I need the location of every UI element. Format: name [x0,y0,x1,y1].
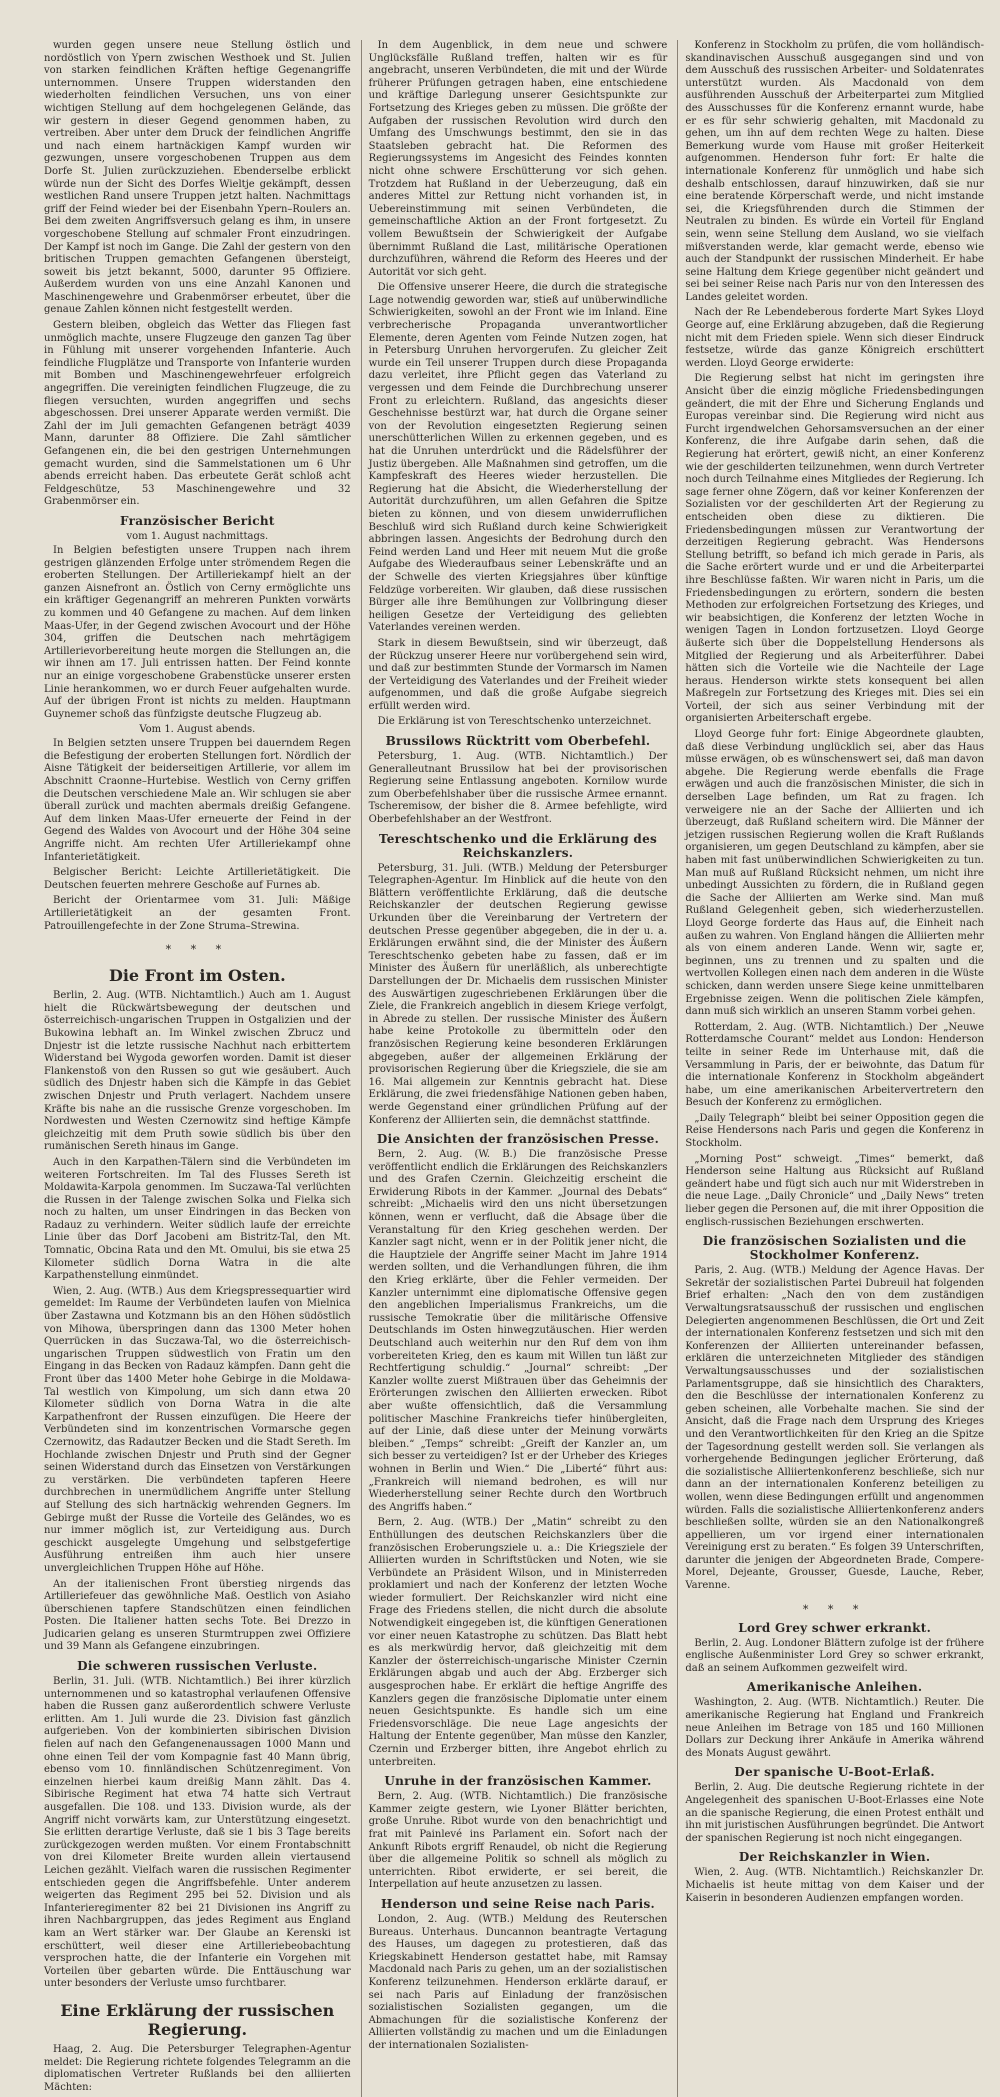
headline-french-socialists: Die französischen Sozialisten und die Stockholmer Konferenz. [702,1234,967,1263]
article-paragraph: Rotterdam, 2. Aug. (WTB. Nichtamtlich.) Der „Neuwe Rotterdamsche Courant“ meldet aus London: Henderson teilte in seiner Rede im Unterhause mit, daß die Versammlung in Paris, der er beiwohnte, das Datum für die internationale Konferenz in Stockholm abgeändert habe, um eine amerikanischen Arbeitervertretern den Besuch der Konferenz zu ermöglichen. [685,1021,984,1109]
article-paragraph: An der italienischen Front überstieg nirgends das Artilleriefeuer das gewöhnliche Maß. Oestlich von Asiaho überschienen tapfere Standschützen einen feindlichen Posten. Die Italiener hatten sechs Tote. Bei Drezzo in Judicarien gelang es unseren Sturmtruppen zwei Offiziere und 39 Mann als Gefangene einzubringen. [44,1578,351,1653]
headline-eastern-front: Die Front im Osten. [108,966,286,986]
article-paragraph: Petersburg, 31. Juli. (WTB.) Meldung der Petersburger Telegraphen-Agentur. Im Hinblick auf die heute von den Blättern veröffentlichte Erklärung, daß die deutsche Reichskanzler der deutschen Regierung gewisse Urkunden über die Vereinbarung der Vertretern der deutschen Presse gegenüber abgegeben, die in der u. a. Erklärungen erwähnt sind, die der Minister des Äußern Tereschtschenko gebeten habe zu fassen, daß er im Minister des Äußern für unerläßlich, als unberechtigte Darstellungen der Dr. Michaelis dem russischen Minister des Auswärtigen zugeschriebenen Erklärungen über die Ziele, die Frankreich angeblich in diesem Kriege verfolgt, in Abrede zu stellen. Der russische Minister des Äußern habe keine Protokolle zu übermitteln oder den französischen Regierung keine besonderen Erklärungen abgegeben, außer der allgemeinen Erklärung der provisorischen Regierung über die Kriegsziele, die sie am 16. Mai allgemein zur Kenntnis gebracht hat. Diese Erklärung, die zwei friedensfähige Nationen geben haben, werde Gegenstand einer gründlichen Prüfung auf der Konferenz der Alliierten sein, die demnächst stattfinde. [368,862,668,1126]
article-paragraph: Wien, 2. Aug. (WTB. Nichtamtlich.) Reichskanzler Dr. Michaelis ist heute mittag von dem Kaiser und der Kaiserin in besonderen Audienzen empfangen worden. [685,1867,984,1904]
article-paragraph: Die Offensive unserer Heere, die durch die strategische Lage notwendig geworden war, stieß auf unüberwindliche Schwierigkeiten, sowohl an der Front wie im Inland. Eine verbrecherische Propaganda unverantwortlicher Elemente, deren Agenten vom Feinde Nutzen zogen, hat in Petersburg Unruhen hervorgerufen. Zu gleicher Zeit wurde ein Teil unserer Truppen durch diese Propaganda dazu verleitet, ihre Pflicht gegen das Vaterland zu vergessen und dem Feinde die Durchbrechung unserer Front zu erleichtern. Rußland, das angesichts dieser Geschehnisse bestürzt war, hat durch die Organe seiner von der Revolution eingesetzten Regierung seinen unerschütterlichen Willen zu erkennen gegeben, und es hat die Unruhen unterdrückt und die Rädelsführer der Justiz übergeben. Alle Maßnahmen sind getroffen, um die Kampfeskraft des Heeres wieder herzustellen. Die Regierung hat die Absicht, die Wiederherstellung der Autorität durchzuführen, um allen Gefahren die Spitze bieten zu können, und von diesem unwiderruflichen Beschluß wird sich Rußland durch keine Schwierigkeit abbringen lassen. Angesichts der Bedrohung durch den Feind werden Land und Heer mit neuem Mut die große Aufgabe des Wiederaufbaus seiner Lebenskräfte und an der Schwelle des vierten Kriegsjahres über künftige Feldzüge vorbereiten. Wir glauben, daß diese russischen Bürger alle ihre Bemühungen zur Vollbringung dieser heiligen Gesetze der Verteidigung des geliebten Vaterlandes vereinen werden. [368,282,668,634]
article-paragraph: Paris, 2. Aug. (WTB.) Meldung der Agence Havas. Der Sekretär der sozialistischen Partei Dubreuil hat folgenden Brief erhalten: „Nach den von dem zuständigen Verwaltungsratsausschuß der russischen und englischen Delegierten angenommenen Beschlüssen, die Ort und Zeit der internationalen Konferenz festsetzen und sich mit den Konferenzen der Alliierten untereinander befassen, erklären die unterzeichneten Mitglieder des ständigen Verwaltungsausschusses und der sozialistischen Parlamentsgruppe, daß sie hinsichtlich des Charakters, den die Beschlüsse der internationalen Konferenz zu geben scheinen, alle Vorbehalte machen. Sie sind der Ansicht, daß die Frage nach dem Ursprung des Krieges und den Verantwortlichkeiten für den Krieg an die Spitze der Tagesordnung gestellt werden soll. Sie verlangen als vorhergehende Bedingungen jeglicher Erörterung, daß die sozialistische Alliiertenkonferenz beschließe, sich nur dann an der internationalen Konferenz beteiligen zu wollen, wenn diese Bedingungen erfüllt und angenommen würden. Falls die sozialistische Alliiertenkonferenz anders beschließen sollte, würden sie an den Nationalkongreß appellieren, um vor irgend einer internationalen Vereinigung erst zu beraten.“ Es folgen 39 Unterschriften, darunter die jenigen der Abgeordneten Brade, Compere-Morel, Dejeante, Grousser, Guesde, Lauche, Reber, Varenne. [685,1265,984,1592]
section-divider: * * * [802,1602,867,1616]
headline-chamber-unrest: Unruhe in der französischen Kammer. [384,1774,652,1789]
article-paragraph: Haag, 2. Aug. Die Petersburger Telegraphen-Agentur meldet: Die Regierung richtete folgendes Telegramm an die diplomatischen Vertreter Rußlands bei den alliierten Mächten: [44,2043,351,2093]
headline-u-boat-decree: Der spanische U-Boot-Erlaß. [734,1765,935,1780]
article-paragraph: „Daily Telegraph“ bleibt bei seiner Opposition gegen die Reise Hendersons nach Paris und gegen die Konferenz in Stockholm. [685,1112,984,1150]
article-paragraph: Berlin, 2. Aug. (WTB. Nichtamtlich.) Auch am 1. August hielt die Rückwärtsbewegung der deutschen und österreichisch-ungarischen Truppen in Ostgalizien und der Bukowina lebhaft an. Im Winkel zwischen Zbrucz und Dnjestr ist die letzte russische Nachhut nach erbittertem Widerstand bei Wygoda geworfen worden. Damit ist dieser Flankenstoß von den Russen so gut wie gesäubert. Auch südlich des Dnjestr haben sich die Kämpfe in das Gebiet zwischen Dnjestr und Pruth verlagert. Nachdem unsere Kräfte bis nahe an die russische Grenze vorgeschoben. Im Nordwesten und Westen Czernowitz sind heftige Kämpfe gleichzeitig mit dem Pruth sowie südlich bis über den rumänischen Sereth hinaus im Gange. [44,990,351,1153]
article-paragraph: „Morning Post“ schweigt. „Times“ bemerkt, daß Henderson seine Haltung aus Rücksicht auf Rußland geändert habe und fügt sich auch nur mit Widerstreben in die neue Lage. „Daily Chronicle“ und „Daily News“ treten lieber gegen die Personen auf, die mit ihrer Opposition die englisch-russischen Beziehungen erschwerten. [685,1153,984,1228]
article-paragraph: wurden gegen unsere neue Stellung östlich und nordöstlich von Ypern zwischen Westhoek und St. Julien von starken feindlichen Kräften heftige Gegenangriffe unternommen. Unsere Truppen widerstanden den wiederholten feindlichen Versuchen, uns von einer wichtigen Stellung auf dem hochgelegenen Gelände, das wir gestern in dieser Gegend genommen haben, zu vertreiben. Aber unter dem Druck der feindlichen Angriffe und nach einem hartnäckigen Kampf wurden wir gezwungen, unsere vorgeschobenen Truppen aus dem Dorfe St. Julien zurückzuziehen. Ebenderselbe erblickt würde nun der Sicht des Dorfes Wieltje gekämpft, dessen westlichen Rand unsere Truppen jetzt halten. Nachmittags griff der Feind wieder bei der Eisenbahn Ypern–Roulers an. Bei dem zweiten Angriffsversuch gelang es ihm, in unsere vorgeschobene Stellung auf schmaler Front einzudringen. Der Kampf ist noch im Gange. Die Zahl der gestern von den britischen Truppen gemachten Gefangenen übersteigt, soweit bis jetzt bekannt, 5000, darunter 95 Offiziere. Außerdem wurden von uns eine Anzahl Kanonen und Maschinengewehre und Grabenmörser erbeutet, über die genaue Zahlen können nicht festgestellt werden. [44,40,351,316]
headline-henderson: Henderson und seine Reise nach Paris. [380,1896,656,1911]
article-paragraph: Belgischer Bericht: Leichte Artillerietätigkeit. Die Deutschen feuerten mehrere Geschoße auf Furnes ab. [44,867,351,891]
article-paragraph: In Belgien setzten unsere Truppen bei dauerndem Regen die Befestigung der eroberten Stellungen fort. Nördlich der Aisne Tätigkeit der beiderseitigen Artillerie, vor allem im Abschnitt Craonne–Hurtebise. Westlich von Cerny griffen die Deutschen verschiedene Male an. Wir schlugen sie aber überall zurück und machten abermals dreißig Gefangene. Auf dem linken Maas-Ufer erneuerte der Feind in der Gegend des Waldes von Avocourt und der Höhe 304 seine Angriffe nicht. Am rechten Ufer Artilleriekampf ohne Infanterietätigkeit. [44,738,351,863]
article-paragraph: Stark in diesem Bewußtsein, sind wir überzeugt, daß der Rückzug unserer Heere nur vorübergehend sein wird, und daß zur bestimmten Stunde der Vormarsch im Namen der Verteidigung des Vaterlandes und der Freiheit wieder aufgenommen, und daß die große Aufgabe siegreich erfüllt werden wird. [368,637,668,712]
subheadline: Vom 1. August abends. [139,724,256,736]
article-paragraph: In dem Augenblick, in dem neue und schwere Unglücksfälle Rußland treffen, halten wir es für angebracht, unseren Verbündeten, die mit und der Würde früherer Prüfungen getragen haben, eine entschiedene und kräftige Darlegung unserer Gesichtspunkte zur Fortsetzung des Krieges geben zu müssen. Die größte der Aufgaben der russischen Revolution wird durch den Umfang des Umschwungs bestimmt, den sie in das Staatsleben gebracht hat. Die Reformen des Regierungssystems im Angesicht des Feindes konnten nicht ohne schwere Erschütterung vor sich gehen. Trotzdem hat Rußland in der Ueberzeugung, daß ein anderes Mittel zur Rettung nicht vorhanden ist, in Uebereinstimmung mit seinen Verbündeten, die gemeinschaftliche Aktion an der Front fortgesetzt. Zu vollem Bewußtsein der Schwierigkeit der Aufgabe übernimmt Rußland die Last, militärische Operationen durchzuführen, während die Reform des Heeres und der Autorität vor sich geht. [368,40,668,278]
headline-french-press: Die Ansichten der französischen Presse. [376,1132,660,1147]
headline-brussilow: Brussilows Rücktritt vom Oberbefehl. [385,734,651,749]
article-paragraph: Bericht der Orientarmee vom 31. Juli: Mäßige Artillerietätigkeit an der gesamten Front. Patrouillengefechte in der Zone Struma–Strewina. [44,895,351,932]
article-paragraph: Gestern bleiben, obgleich das Wetter das Fliegen fast unmöglich machte, unsere Flugzeuge den ganzen Tag über in Fühlung mit unserer vorgehenden Infanterie. Auch feindliche Flugplätze und Transporte von Infanterie wurden mit Bomben und Maschinengewehrfeuer erfolgreich angegriffen. Die vereinigten feindlichen Flugzeuge, die zu fliegen versuchten, wurden angegriffen und sechs abgeschossen. Drei unserer Apparate werden vermißt. Die Zahl der im Juli gemachten Gefangenen beträgt 4039 Mann, darunter 88 Offiziere. Die Zahl sämtlicher Gefangenen ein, die bei den gestrigen Unternehmungen gemacht wurden, sind die Sammelstationen um 6 Uhr abends erreicht haben. Das erbeutete Gerät schloß acht Feldgeschütze, 53 Maschinengewehre und 32 Grabenmörser ein. [44,320,351,508]
article-paragraph: Auch in den Karpathen-Tälern sind die Verbündeten im weiteren Fortschreiten. Im Tal des Flusses Sereth ist Moldawita-Karpola genommen. Im Suczawa-Tal verlüchten die Russen in der Talenge zwischen Solka und Fielka sich noch zu halten, um unser Eindringen in das Becken von Radauz zu verhindern. Weiter südlich laufe der erreichte Linie über das Dorf Jacobeni am Bistritz-Tal, den Mt. Tomnatic, Obcina Rata und den Mt. Omului, bis sie etwa 25 Kilometer südlich Dorna Watra in die alte Karpathenstellung einmündet. [44,1156,351,1282]
headline-french-report: Französischer Bericht [119,513,275,528]
headline-russian-declaration: Eine Erklärung der russischen Regierung. [60,2000,335,2039]
article-paragraph: Lloyd George fuhr fort: Einige Abgeordnete glaubten, daß diese Verbindung unglücklich sei, aber das Haus müsse erwägen, ob es wünschenswert sei, daß man davon abgehe. Die Regierung werde ebenfalls die Frage erwägen und auch die französischen Minister, die sich in derselben Lage befinden, um Rat zu fragen. Ich verweigere nie an der Sache der Alliierten und ich überzeugt, daß Rußland scheitern wird. Die Männer der jetzigen russischen Regierung wollen die Kraft Rußlands organisieren, um gegen Deutschland zu kämpfen, aber sie haben mit fast unüberwindlichen Schwierigkeiten zu tun. Man muß auf Rußland Rücksicht nehmen, um nicht ihre unbedingt Aussichten zu fördern, die in Rußland gegen die Sache der Alliierten am Werke sind. Man muß Rußland Gelegenheit geben, sich wiederherzustellen. Lloyd George forderte das Haus auf, die Einheit nach außen zu wahren. Von England hängen die Alliierten mehr als von einem anderen Lande. Wenn wir, sagte er, beginnen, uns zu trennen und zu spalten und die wertvollen Kollegen einen nach dem anderen in die Wüste schicken, dann werden unsere Siege keine unmittelbaren Ergebnisse zeigen. Wenn die politischen Ziele kämpfen, dann muß sich wirklich an unseren Stamm vorbei gehen. [685,729,984,1018]
headline-lord-grey: Lord Grey schwer erkrankt. [738,1620,932,1635]
article-paragraph: Bern, 2. Aug. (W. B.) Die französische Presse veröffentlicht endlich die Erklärungen des Reichskanzlers und des Grafen Czernin. Gleichzeitig erscheint die Erwiderung Ribots in der Kammer. „Journal des Debats“ schreibt: „Michaelis wird den uns nicht übersetzungen können, wenn er verflucht, daß die Absage über die Veranstaltung für den Krieg geschehen werden. Der Kanzler sagt nicht, wenn er in der Politik jener nicht, die die Hauptziele der Angriffe seiner Macht im Jahre 1914 werden sollten, und die Verhandlungen führen, die ihm den Krieg erklärte, über die Fehler vermeiden. Der Kanzler unternimmt eine diplomatische Offensive gegen den angeblichen Imperialismus Frankreichs, um die russische Temokratie über die militärische Offensive Deutschlands im Osten hinwegzutäuschen. Hier werden Deutschland auch weiterhin nur den Ruf dem von ihm vorbereiteten Krieg, den es kaum mit Willen tun läßt zur Rechtfertigung schuldig.“ „Journal“ schreibt: „Der Kanzler wollte zuerst Mißtrauen über das Geheimnis der Erörterungen zwischen den Alliierten erwecken. Ribot aber wußte offensichtlich, daß die Versammlung politischer Maschine Frankreichs tiefer hinübergleiten, auf der Linie, daß diese unter der Meinung vorwärts bleiben.“ „Temps“ schreibt: „Greift der Kanzler an, um sich besser zu verteidigen? Ist er der Urheber des Krieges wohnen in Berlin und Wien.“ Die „Liberté“ führt aus: „Frankreich will niemand bedrohen, es will nur Wiederherstellung seiner Rechte durch den Wortbruch des Angriffs haben.“ [368,1149,668,1513]
subheadline: vom 1. August nachmittags. [126,530,269,542]
article-paragraph: Konferenz in Stockholm zu prüfen, die vom holländisch-skandinavischen Ausschuß ausgegangen sind und von dem Ausschuß des russischen Arbeiter- und Soldatenrates unterstützt wurden. Als Macdonald von dem ausführenden Ausschuß der Arbeiterpartei zum Mitglied des Ausschusses für die Konferenz ernannt wurde, habe er es für sehr schwierig gehalten, mit Macdonald zu gehen, um ihn auf dem rechten Wege zu halten. Diese Bemerkung wurde vom Hause mit großer Heiterkeit aufgenommen. Henderson fuhr fort: Er halte die internationale Konferenz für unmöglich und habe sich deshalb entschlossen, darauf hinzuwirken, daß sie nur eine beratende Körperschaft werde, und nicht imstande sei, die Kriegsführenden durch die Stimmen der Neutralen zu binden. Es würde ein Vorteil für England sein, wenn seine Stellung dem Ausland, wo sie vielfach mißverstanden werde, klar gemacht werde, ebenso wie auch der Standpunkt der russischen Minderheit. Er habe seine Haltung dem Kriege gegenüber nicht geändert und sei bei seiner Reise nach Paris nur von den Interessen des Landes geleitet worden. [685,40,984,303]
article-paragraph: Wien, 2. Aug. (WTB.) Aus dem Kriegspressequartier wird gemeldet: Im Raume der Verbündeten laufen von Mielnica über Zastawna und Kotzmann bis an den Höhen südöstlich von Mihowa, überspringen dann das 1300 Meter hohen Querrücken in das Suczawa-Tal, wo die österreichisch-ungarischen Truppen südwestlich von Fratin um den Eingang in das Becken von Radauz kämpfen. Dann geht die Front über das 1400 Meter hohe Gebirge in die Moldawa-Tal westlich von Kimpolung, um sich dann etwa 20 Kilometer südlich von Dorna Watra in die alte Karpathenfront der Russen einzufügen. Die Heere der Verbündeten sind im konzentrischen Vormarsche gegen Czernowitz, das Radautzer Becken und die Stadt Sereth. Im Hochlande zwischen Dnjestr und Pruth sind der Gegner seinen Widerstand durch das Einsetzen von Verstärkungen zu verstärken. Die verbündeten tapferen Heere durchbrechen in unermüdlichem Angriffe unter Stellung auf Stellung des sich hartnäckig wehrenden Gegners. Im Gebirge mußt der Russe die Vorteile des Geländes, wo es nur immer möglich ist, zur Verteidigung aus. Durch geschickt ausgelegte Umgehung und selbstgefertige Ausführung entreißen ihm auch hier unsere unvergleichlichen Truppen Höhe auf Höhe. [44,1285,351,1574]
headline-tereschtschenko: Tereschtschenko und die Erklärung des Reichskanzlers. [378,831,658,860]
column-left [44,40,351,2097]
column-right [677,40,984,2097]
article-paragraph: Bern, 2. Aug. (WTB.) Der „Matin“ schreibt zu den Enthüllungen des deutschen Reichskanzlers über die französischen Eroberungsziele u. a.: Die Kriegsziele der Alliierten wurden in Schriftstücken und Noten, wie sie Verbündete an Präsident Wilson, und in Ministerreden proklamiert und nach der Konferenz der letzten Woche wieder formuliert. Der Reichskanzler wird nicht eine Frage des Friedens stellen, die nicht durch die absolute Notwendigkeit eingegeben ist, die künftigen Generationen vor einer neuen Katastrophe zu schützen. Das Blatt hebt es als merkwürdig hervor, daß gleichzeitig mit dem Kanzler der österreichisch-ungarische Minister Czernin Erklärungen abgab und auch der Abg. Erzberger sich ausgesprochen habe. Er erklärt die heftige Angriffe des Kanzlers gegen die französische Diplomatie unter einem neuen Gesichtspunkte. Es handle sich um eine Friedensvorschläge. Die neue Lage angesichts der Haltung der Entente gegenüber, Man müsse den Kanzler, Czernin und Erzberger bitten, ihre Angebot ehrlich zu unterbreiten. [368,1517,668,1768]
article-paragraph: In Belgien befestigten unsere Truppen nach ihrem gestrigen glänzenden Erfolge unter strömendem Regen die eroberten Stellungen. Der Artilleriekampf hielt an der ganzen Aisnefront an. Östlich von Cerny ermöglichte uns ein kräftiger Gegenangriff an mehreren Punkten vorwärts zu kommen und 40 Gefangene zu machen. Auf dem linken Maas-Ufer, in der Gegend zwischen Avocourt und der Höhe 304, griffen die Deutschen nach mehrtägigem Artillerievorbereitung heute morgen die Stellungen an, die wir ihnen am 17. Juli entrissen hatten. Der Feind konnte nur an einige vorgeschobene Grabenstücke unserer ersten Linie herankommen, wo er durch Feuer aufgehalten wurde. Auf der übrigen Front ist nichts zu melden. Hauptmann Guynemer schoß das fünfzigste deutsche Flugzeug ab. [44,544,351,720]
article-paragraph: Berlin, 2. Aug. Die deutsche Regierung richtete in der Angelegenheit des spanischen U-Boot-Erlasses eine Note an die spanische Regierung, die einen Protest enthält und ihn mit juristischen Ausführungen begründet. Die Antwort der spanischen Regierung ist noch nicht eingegangen. [685,1782,984,1844]
article-paragraph: Die Regierung selbst hat nicht im geringsten ihre Ansicht über die einzig mögliche Friedensbedingungen geändert, die mit der Ehre und Sicherung Englands und Europas vereinbar sind. Die Regierung wird nicht aus Furcht irgendwelchen Gehorsamsversuchen an der einer Konferenz, die ihre Aufgabe darin sehen, daß die Regierung hat erörtert, gewiß nicht, an einer Konferenz wie der geschilderten teilzunehmen, wenn durch Vertreter noch durch Teilnahme eines Mitgliedes der Regierung. Ich sage ferner ohne Zögern, daß vor keiner Konferenzen der Sozialisten vor der geschilderten Art der Regierung zu entscheiden oben diese zu diktieren. Die Friedensbedingungen müssen zur Verantwortung der derzeitigen Regierung gebracht. Was Hendersons Stellung betrifft, so befand ich mich gerade in Paris, als die Sache erörtert wurde und er und die Arbeiterpartei ihre Beschlüsse faßten. Wir waren nicht in Paris, um die Friedensbedingungen zu erörtern, sondern die besten Methoden zur erfolgreichen Fortsetzung des Krieges, und wir beabsichtigen, die Konferenz der letzten Woche in wenigen Tagen in London fortzusetzen. Lloyd George äußerte sich über die Doppelstellung Hendersons als Mitglied der Regierung und als Arbeiterführer. Dabei hätten sich die Vorteile wie die Nachteile der Lage heraus. Henderson wirkte stets konsequent bei allen Maßregeln zur Fortsetzung des Krieges mit. Dies sei ein Vorteil, der sich aus seiner Verbindung mit der organisierten Arbeiterschaft ergebe. [685,373,984,725]
article-paragraph: London, 2. Aug. (WTB.) Meldung des Reuterschen Bureaus. Unterhaus. Duncannon beantragte Vertagung des Hauses, um dagegen zu protestieren, daß das Kriegskabinett Henderson gestattet habe, mit Ramsay Macdonald nach Paris zu gehen, um an der sozialistischen Konferenz teilzunehmen. Henderson erklärte darauf, er sei nach Paris auf Einladung der französischen sozialistischen Sozialisten gegangen, um die Abmachungen für die sozialistische Konferenz der Alliierten vollständig zu machen und um die Einladungen der internationalen Sozialisten- [368,1913,668,2051]
column-middle [361,40,668,2097]
article-paragraph: Nach der Re Lebendeberous forderte Mart Sykes Lloyd George auf, eine Erklärung abzugeben, daß die Regierung nicht mit dem Frieden spiele. Wenn sich dieser Eindruck festsetze, würde das ganze Königreich erschüttert werden. Lloyd George erwiderte: [685,307,984,369]
section-divider: * * * [165,943,230,957]
headline-russian-losses: Die schweren russischen Verluste. [77,1659,318,1674]
article-paragraph: Die Erklärung ist von Tereschtschenko unterzeichnet. [377,716,652,728]
headline-chancellor-vienna: Der Reichskanzler in Wien. [738,1850,931,1865]
article-paragraph: Berlin, 2. Aug. Londoner Blättern zufolge ist der frühere englische Außenminister Lord Grey so schwer erkrankt, daß an seinem Aufkommen gezweifelt wird. [685,1637,984,1674]
article-paragraph: Washington, 2. Aug. (WTB. Nichtamtlich.) Reuter. Die amerikanische Regierung hat England und Frankreich neue Anleihen im Betrage von 185 und 160 Millionen Dollars zur Deckung ihrer Ankäufe in Amerika während des Monats August gewährt. [685,1697,984,1759]
article-paragraph: Bern, 2. Aug. (WTB. Nichtamtlich.) Die französische Kammer zeigte gestern, wie Lyoner Blätter berichten, große Unruhe. Ribot wurde von den benachrichtigt und frat mit Painlevé ins Parlament ein. Sofort nach der Ankunft Ribots ergriff Renaudel, ob nicht die Regierung über die allgemeine Politik so schnell als möglich zu unterrichten. Ribot erwiderte, er sei bereit, die Interpellation auf heute anzusetzen zu lassen. [368,1791,668,1891]
article-paragraph: Berlin, 31. Juli. (WTB. Nichtamtlich.) Bei ihrer kürzlich unternommenen und so katastrophal verlaufenen Offensive haben die Russen ganz außerordentlich schwere Verluste erlitten. Am 1. Juli wurde die 23. Division fast gänzlich aufgerieben. Von der kombinierten sibirischen Division fielen auf nach den Gefangenenaussagen 1000 Mann und ohne einen Teil der vom Kompagnie fast 40 Mann übrig, ebenso vom 10. finnländischen Schützenregiment. Von einzelnen hierbei kaum dreißig Mann zählt. Das 4. Sibirische Regiment hat etwa 74 hatte sich Vertraut ausgefallen. Die 108. und 133. Division wurde, als der Angriff nicht vorwärts kam, zur Unterstützung eingesetzt. Sie erlitten derartige Verluste, daß sie 1 bis 3 Tage bereits zurückgezogen werden mußten. Vor einem Frontabschnitt von drei Kilometer Breite wurden allein viertausend Leichen gezählt. Vielfach waren die russischen Regimenter entschieden gegen die Angriffsbefehle. Unter anderem weigerten das Regiment 295 bei 52. Division und als Infanterieregimenter 82 bei 21 Divisionen ins Angriff zu ihren Nachbargruppen, das jedes Regiment aus England kam an Wert stärker war. Der Glaube an Kerenski ist erschüttert, weil dieser eine Artilleriebeobachtung versprochen hatte, die der Infanterie ein Vorgehen mit Vorteilen über gebarten würde. Die Enttäuschung war unter besonders der Verluste umso furchtbarer. [44,1676,351,1990]
headline-american-loans: Amerikanische Anleihen. [746,1680,923,1695]
article-paragraph: Petersburg, 1. Aug. (WTB. Nichtamtlich.) Der Generalleutnant Brussilow hat bei der provisorischen Regierung seine Entlassung angeboten. Kornilow wurde zum Oberbefehlshaber über die russische Armee ernannt. Tscheremisow, der bisher die 8. Armee befehligte, wird Oberbefehlshaber an der Westfront. [368,751,668,826]
